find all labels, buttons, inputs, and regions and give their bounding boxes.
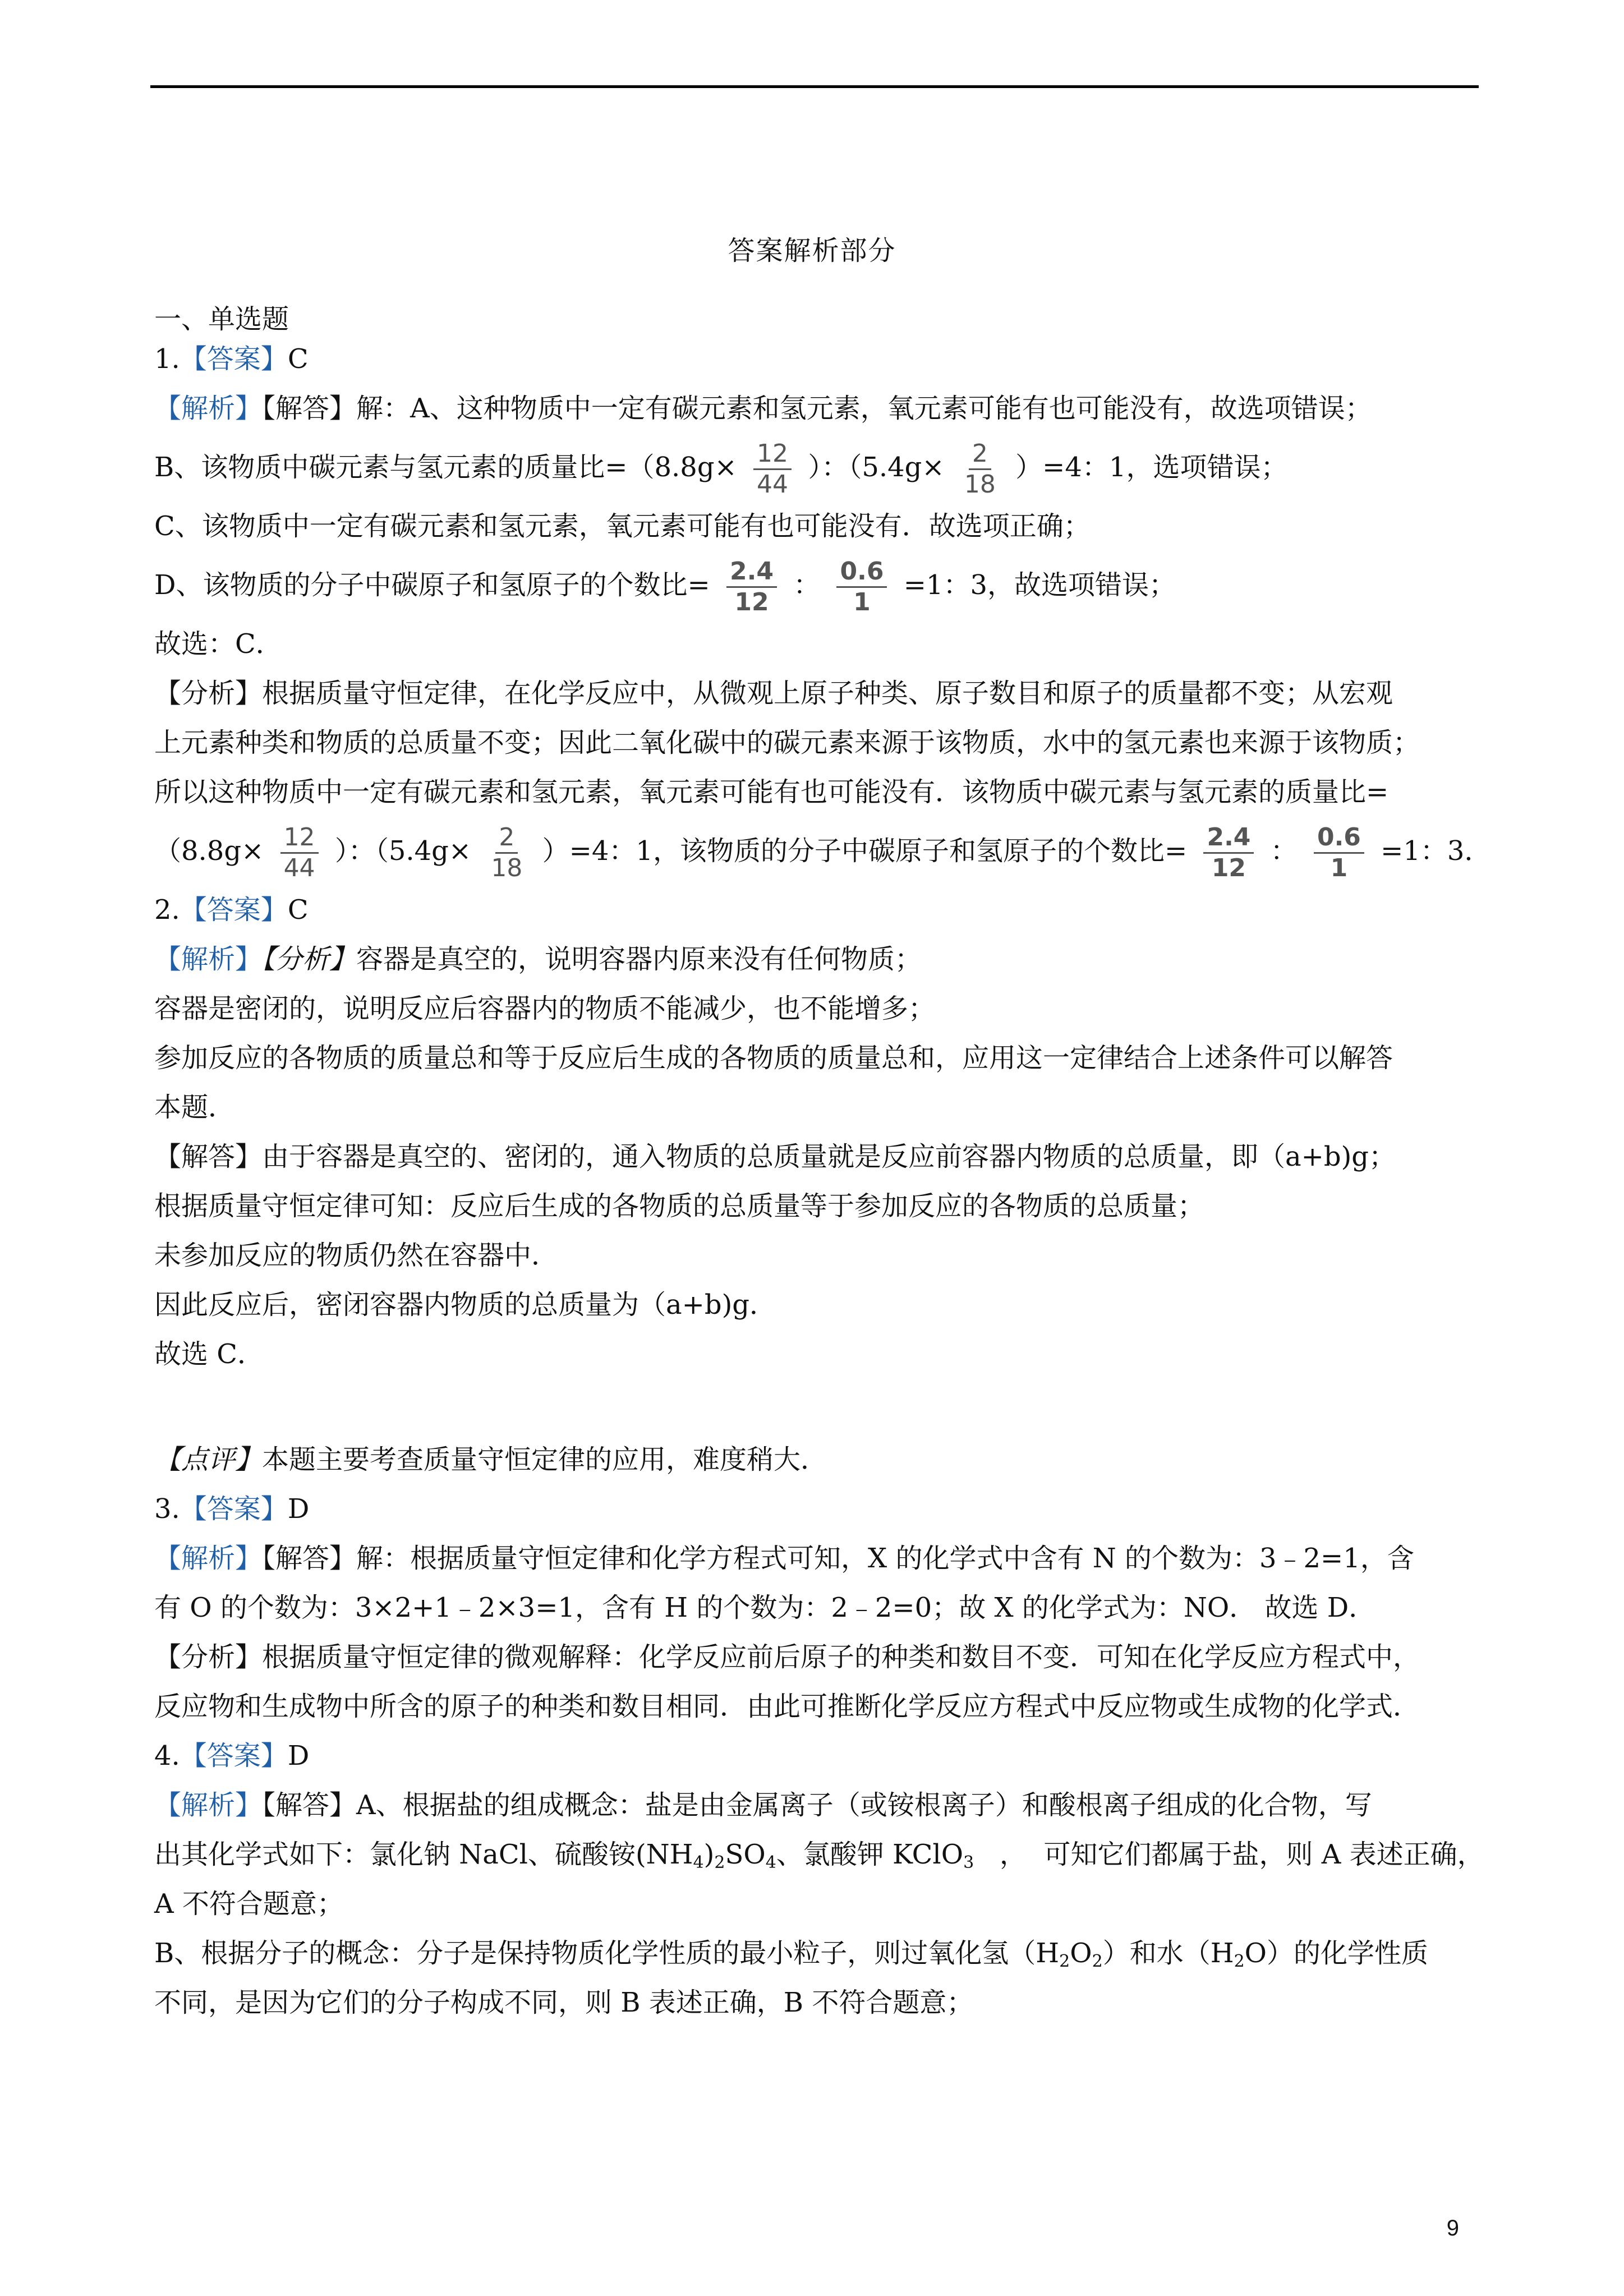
analysis-tag: 【解析】 <box>154 393 263 424</box>
q1-option-c: C、该物质中一定有碳元素和氢元素，氧元素可能有也可能没有．故选项正确； <box>154 510 1091 542</box>
q2-solution-line-1: 【解答】由于容器是真空的、密闭的，通入物质的总质量就是反应前容器内物质的总质量，即（a+b)g； <box>154 1141 1396 1172</box>
analysis-tag: 【解析】 <box>154 944 263 975</box>
fraction: $\frac{2}{18}$ <box>491 823 523 882</box>
q1-analysis-line-2: 上元素种类和物质的总质量不变；因此二氧化碳中的碳元素来源于该物质，水中的氢元素也来源于该物质； <box>154 727 1420 758</box>
q1-answer-line: 1.【答案】C <box>154 343 309 375</box>
answer-tag: 【答案】 <box>180 343 288 375</box>
q1-analysis-line-4: （8.8g× $\frac{12}{44}$ ）：（5.4g× $\frac{2}{18}$ ）=4：1，该物质的分子中碳原子和氢原子的个数比= $\frac{2.4}{12}$ ： $\frac{0.6}{1}$ =1：3． <box>154 823 1492 882</box>
fraction: $\frac{0.6}{1}$ <box>836 559 887 615</box>
q1-analysis-line-1: 【分析】根据质量守恒定律，在化学反应中，从微观上原子种类、原子数目和原子的质量都不变；从宏观 <box>154 678 1393 709</box>
q3-answer-line: 3.【答案】D <box>154 1493 310 1525</box>
q2-analysis-line-1: 【解析】【分析】容器是真空的，说明容器内原来没有任何物质； <box>154 944 922 975</box>
q4-solution-line-5: 不同，是因为它们的分子构成不同，则 B 表述正确，B 不符合题意； <box>154 1987 974 2018</box>
q2-choice: 故选 C． <box>154 1338 264 1370</box>
header-rule <box>150 85 1479 88</box>
fraction: $\frac{2}{18}$ <box>964 439 996 499</box>
q4-answer-line: 4.【答案】D <box>154 1740 310 1772</box>
q4-solution-line-3: A 不符合题意； <box>154 1888 344 1920</box>
q2-solution-line-4: 因此反应后，密闭容器内物质的总质量为（a+b)g． <box>154 1289 777 1320</box>
q2-answer-line: 2.【答案】C <box>154 894 309 926</box>
q1-option-b: B、该物质中碳元素与氢元素的质量比=（8.8g× $\frac{12}{44}$ ）：（5.4g× $\frac{2}{18}$ ）=4：1，选项错误； <box>154 439 1288 499</box>
answer-tag: 【答案】 <box>180 1740 288 1772</box>
page-number: 9 <box>1446 2216 1459 2240</box>
q2-analysis-line-3: 参加反应的各物质的质量总和等于反应后生成的各物质的质量总和，应用这一定律结合上述条件可以解答 <box>154 1042 1393 1074</box>
q2-solution-line-3: 未参加反应的物质仍然在容器中． <box>154 1240 559 1271</box>
q4-solution-line-1: 【解析】【解答】A、根据盐的组成概念：盐是由金属离子（或铵根离子）和酸根离子组成的化合物，写 <box>154 1789 1372 1821</box>
q1-option-a: 【解析】【解答】解：A、这种物质中一定有碳元素和氢元素，氧元素可能有也可能没有，故选项错误； <box>154 393 1372 424</box>
q3-analysis-line-2: 反应物和生成物中所含的原子的种类和数目相同．由此可推断化学反应方程式中反应物或生成物的化学式． <box>154 1691 1420 1722</box>
fraction: $\frac{0.6}{1}$ <box>1314 825 1364 881</box>
analysis-tag: 【解析】 <box>154 1789 263 1821</box>
q2-comment: 【点评】本题主要考查质量守恒定律的应用，难度稍大． <box>154 1444 828 1475</box>
q2-solution-line-2: 根据质量守恒定律可知：反应后生成的各物质的总质量等于参加反应的各物质的总质量； <box>154 1190 1205 1222</box>
page-title: 答案解析部分 <box>728 235 896 266</box>
q4-solution-line-4: B、根据分子的概念：分子是保持物质化学性质的最小粒子，则过氧化氢$(H_2O_2)$和水$(H_2O)$的化学性质 <box>154 1938 1429 1971</box>
q1-option-d: D、该物质的分子中碳原子和氢原子的个数比= $\frac{2.4}{12}$ ： $\frac{0.6}{1}$ =1：3，故选项错误； <box>154 557 1176 616</box>
q3-solution-line-1: 【解析】【解答】解：根据质量守恒定律和化学方程式可知，X 的化学式中含有 N 的个数为：3﹣2=1，含 <box>154 1543 1414 1574</box>
q4-solution-line-2: 出其化学式如下：氯化钠 NaCl、硫酸铵$(NH_4)_2SO_4$、氯酸钾 KClO$_3$ ， 可知它们都属于盐，则 A 表述正确， <box>154 1839 1484 1872</box>
answer-tag: 【答案】 <box>180 894 288 926</box>
q2-analysis-line-4: 本题． <box>154 1092 236 1123</box>
q3-solution-line-2: 有 O 的个数为：3×2+1﹣2×3=1，含有 H 的个数为：2﹣2=0；故 X 的化学式为：NO． 故选 D． <box>154 1592 1376 1623</box>
q2-analysis-line-2: 容器是密闭的，说明反应后容器内的物质不能减少，也不能增多； <box>154 993 936 1024</box>
section-heading: 一、单选题 <box>154 303 289 335</box>
fraction: $\frac{2.4}{12}$ <box>726 559 777 615</box>
answer-tag: 【答案】 <box>180 1493 288 1525</box>
q3-analysis-line-1: 【分析】根据质量守恒定律的微观解释：化学反应前后原子的种类和数目不变．可知在化学反应方程式中， <box>154 1641 1420 1673</box>
fraction: $\frac{12}{44}$ <box>280 825 319 881</box>
analysis-tag: 【解析】 <box>154 1543 263 1574</box>
q1-analysis-line-3: 所以这种物质中一定有碳元素和氢元素，氧元素可能有也可能没有．该物质中碳元素与氢元素的质量比= <box>154 776 1389 808</box>
answer-content <box>154 323 1492 2027</box>
fraction: $\frac{2.4}{12}$ <box>1203 825 1254 881</box>
fraction: $\frac{12}{44}$ <box>753 441 792 497</box>
q1-choice: 故选：C． <box>154 628 283 660</box>
